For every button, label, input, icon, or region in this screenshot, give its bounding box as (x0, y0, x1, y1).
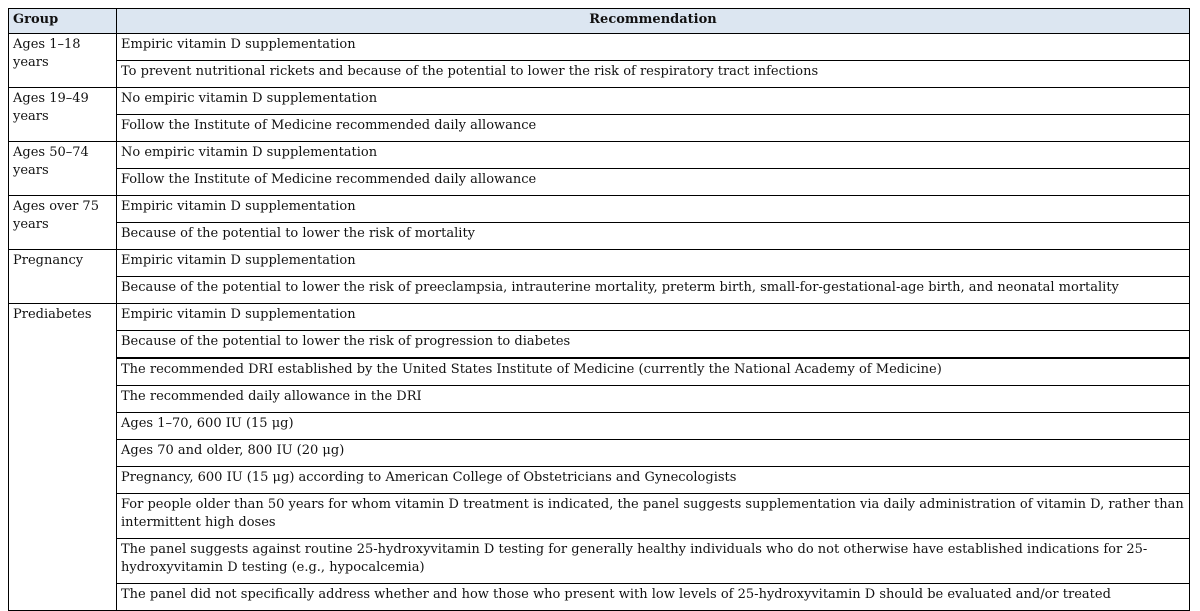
recommendation-cell: Empiric vitamin D supplementation (117, 34, 1190, 61)
table-row (9, 115, 1190, 142)
table-row (9, 250, 1190, 277)
recommendation-cell: Empiric vitamin D supplementation (117, 196, 1190, 223)
recommendation-cell: Ages 1–70, 600 IU (15 μg) (117, 413, 1190, 440)
group-cell: Prediabetes (9, 304, 117, 611)
recommendation-cell: Ages 70 and older, 800 IU (20 μg) (117, 440, 1190, 467)
table-row (9, 386, 1190, 413)
group-cell: Ages 1–18 years (9, 34, 117, 88)
table-row (9, 304, 1190, 331)
recommendation-header: Recommendation (117, 9, 1190, 34)
group-cell: Ages over 75 years (9, 196, 117, 250)
group-header: Group (9, 9, 117, 34)
table-row (9, 34, 1190, 61)
recommendation-cell: For people older than 50 years for whom vitamin D treatment is indicated, the panel suggests supplementation via daily administration of vitamin D, rather than intermittent high doses (117, 494, 1190, 539)
table-row (9, 584, 1190, 611)
table-row (9, 331, 1190, 358)
table-row (9, 223, 1190, 250)
recommendation-table (8, 8, 1190, 611)
recommendation-cell: Follow the Institute of Medicine recommended daily allowance (117, 115, 1190, 142)
recommendation-cell: The recommended daily allowance in the DRI (117, 386, 1190, 413)
recommendation-cell: To prevent nutritional rickets and because of the potential to lower the risk of respiratory tract infections (117, 61, 1190, 88)
header-row (9, 9, 1190, 34)
table-row (9, 494, 1190, 539)
recommendation-cell: No empiric vitamin D supplementation (117, 142, 1190, 169)
recommendation-cell: The panel suggests against routine 25-hydroxyvitamin D testing for generally healthy individuals who do not otherwise have established indications for 25-hydroxyvitamin D testing (e.g., hypocalcemia) (117, 539, 1190, 584)
table-row (9, 539, 1190, 584)
table-row (9, 169, 1190, 196)
recommendation-cell: Because of the potential to lower the risk of preeclampsia, intrauterine mortality, preterm birth, small-for-gestational-age birth, and neonatal mortality (117, 277, 1190, 304)
table-row (9, 196, 1190, 223)
group-cell: Ages 19–49 years (9, 88, 117, 142)
table-row (9, 440, 1190, 467)
recommendation-cell: Follow the Institute of Medicine recommended daily allowance (117, 169, 1190, 196)
table-row (9, 359, 1190, 386)
table-row (9, 467, 1190, 494)
table-row (9, 413, 1190, 440)
table-row (9, 142, 1190, 169)
recommendation-cell: The recommended DRI established by the United States Institute of Medicine (currently the National Academy of Medicine) (117, 359, 1190, 386)
recommendation-cell: Because of the potential to lower the risk of mortality (117, 223, 1190, 250)
recommendation-cell: The panel did not specifically address whether and how those who present with low levels of 25-hydroxyvitamin D should be evaluated and/or treated (117, 584, 1190, 611)
table-row (9, 277, 1190, 304)
table-row (9, 61, 1190, 88)
recommendation-cell: Empiric vitamin D supplementation (117, 250, 1190, 277)
table-row (9, 88, 1190, 115)
recommendation-cell: Because of the potential to lower the risk of progression to diabetes (117, 331, 1190, 358)
recommendation-cell: Empiric vitamin D supplementation (117, 304, 1190, 331)
group-cell: Pregnancy (9, 250, 117, 304)
recommendation-cell: Pregnancy, 600 IU (15 μg) according to American College of Obstetricians and Gynecologists (117, 467, 1190, 494)
recommendation-cell: No empiric vitamin D supplementation (117, 88, 1190, 115)
group-cell: Ages 50–74 years (9, 142, 117, 196)
